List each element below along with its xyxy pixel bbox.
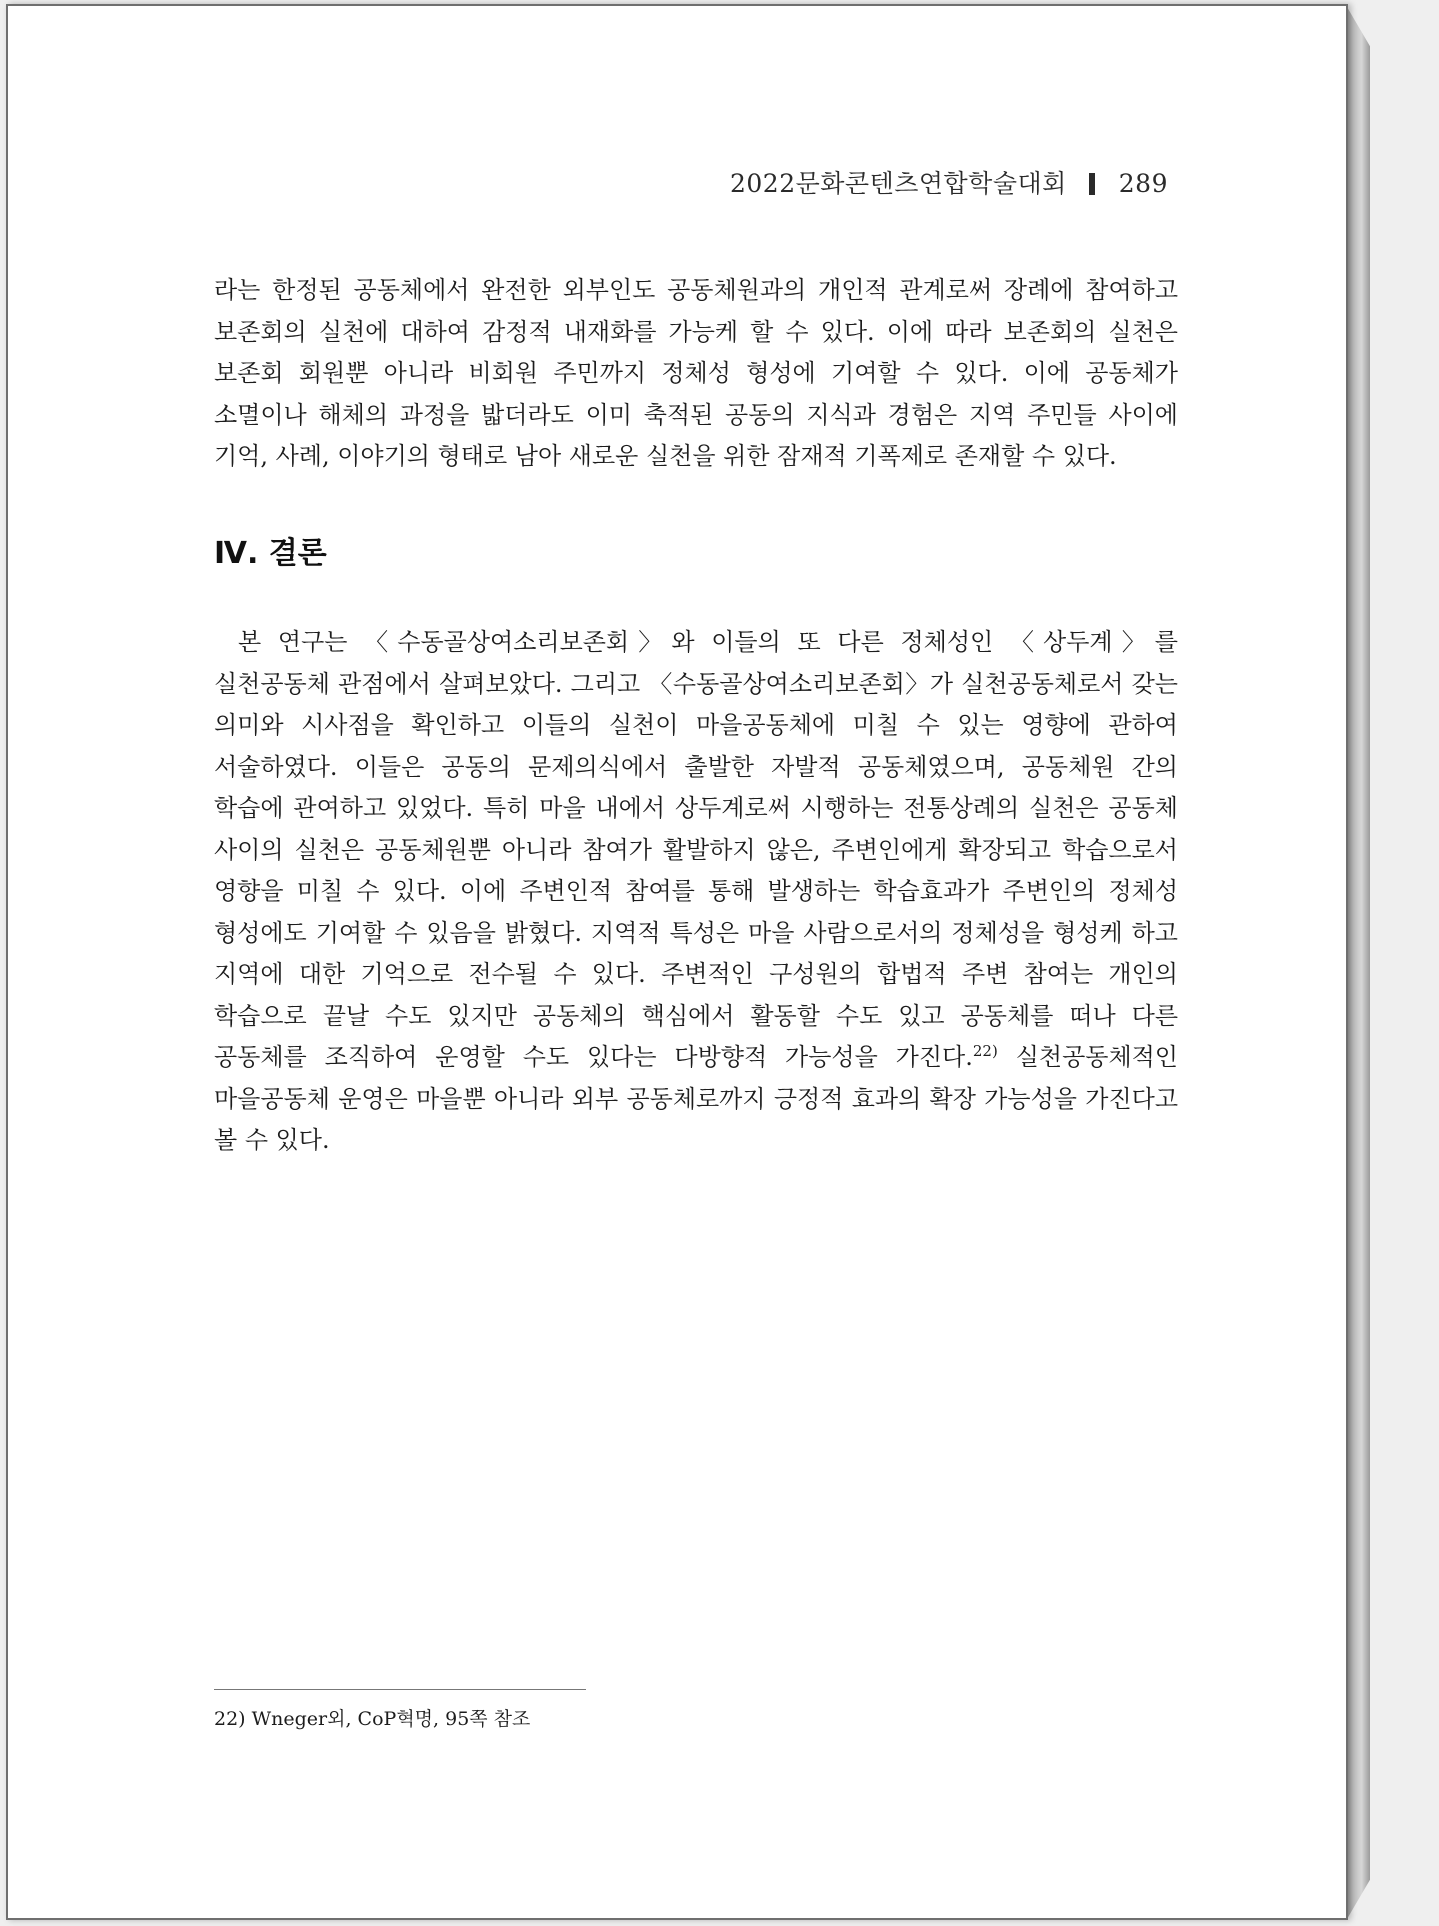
body-paragraph-1-container: [214, 270, 1178, 478]
page-number: 289: [1118, 169, 1168, 198]
footnote-reference[interactable]: 22): [972, 1042, 998, 1060]
conference-title: 2022문화콘텐츠연합학술대회: [730, 169, 1067, 198]
paragraph-2-text-part-2: 실천공동체적인 마을공동체 운영은 마을뿐 아니라 외부 공동체로까지 긍정적 효과의 확장 가능성을 가진다고 볼 수 있다.: [214, 1043, 1178, 1154]
running-header: [730, 164, 1168, 200]
header-separator-bar: [1089, 173, 1095, 195]
section-heading: Ⅳ. 결론: [214, 536, 327, 571]
body-paragraph-2: [214, 622, 1178, 1162]
body-paragraph-2-container: [214, 622, 1178, 1162]
paragraph-2-text-part-1: 본 연구는 〈수동골상여소리보존회〉와 이들의 또 다른 정체성인 〈상두계〉를 실천공동체 관점에서 살펴보았다. 그리고 〈수동골상여소리보존회〉가 실천공동체로서 갖는 의미와 시사점을 확인하고 이들의 실천이 마을공동체에 미칠 수 있는 영향에 관하여 서술하였다. 이들은 공동의 문제의식에서 출발한 자발적 공동체였으며, 공동체원 간의 학습에 관여하고 있었다. 특히 마을 내에서 상두계로써 시행하는 전통상례의 실천은 공동체 사이의 실천은 공동체원뿐 아니라 참여가 활발하지 않은, 주변인에게 확장되고 학습으로서 영향을 미칠 수 있다. 이에 주변인적 참여를 통해 발생하는 학습효과가 주변인의 정체성 형성에도 기여할 수 있음을 밝혔다. 지역적 특성은 마을 사람으로서의 정체성을 형성케 하고 지역에 대한 기억으로 전수될 수 있다. 주변적인 구성원의 합법적 주변 참여는 개인의 학습으로 끝날 수도 있지만 공동체의 핵심에서 활동할 수도 있고 공동체를 떠나 다른 공동체를 조직하여 운영할 수도 있다는 다방향적 가능성을 가진다.: [214, 628, 1178, 1071]
body-paragraph-1: 라는 한정된 공동체에서 완전한 외부인도 공동체원과의 개인적 관계로써 장례에 참여하고 보존회의 실천에 대하여 감정적 내재화를 가능케 할 수 있다. 이에 따라 보존회의 실천은 보존회 회원뿐 아니라 비회원 주민까지 정체성 형성에 기여할 수 있다. 이에 공동체가 소멸이나 해체의 과정을 밟더라도 이미 축적된 공동의 지식과 경험은 지역 주민들 사이에 기억, 사례, 이야기의 형태로 남아 새로운 실천을 위한 잠재적 기폭제로 존재할 수 있다.: [214, 276, 1178, 470]
document-page: [6, 4, 1348, 1920]
footnote-divider: [214, 1689, 586, 1690]
footnote-22: 22) Wneger외, CoP혁명, 95쪽 참조: [214, 1708, 531, 1730]
